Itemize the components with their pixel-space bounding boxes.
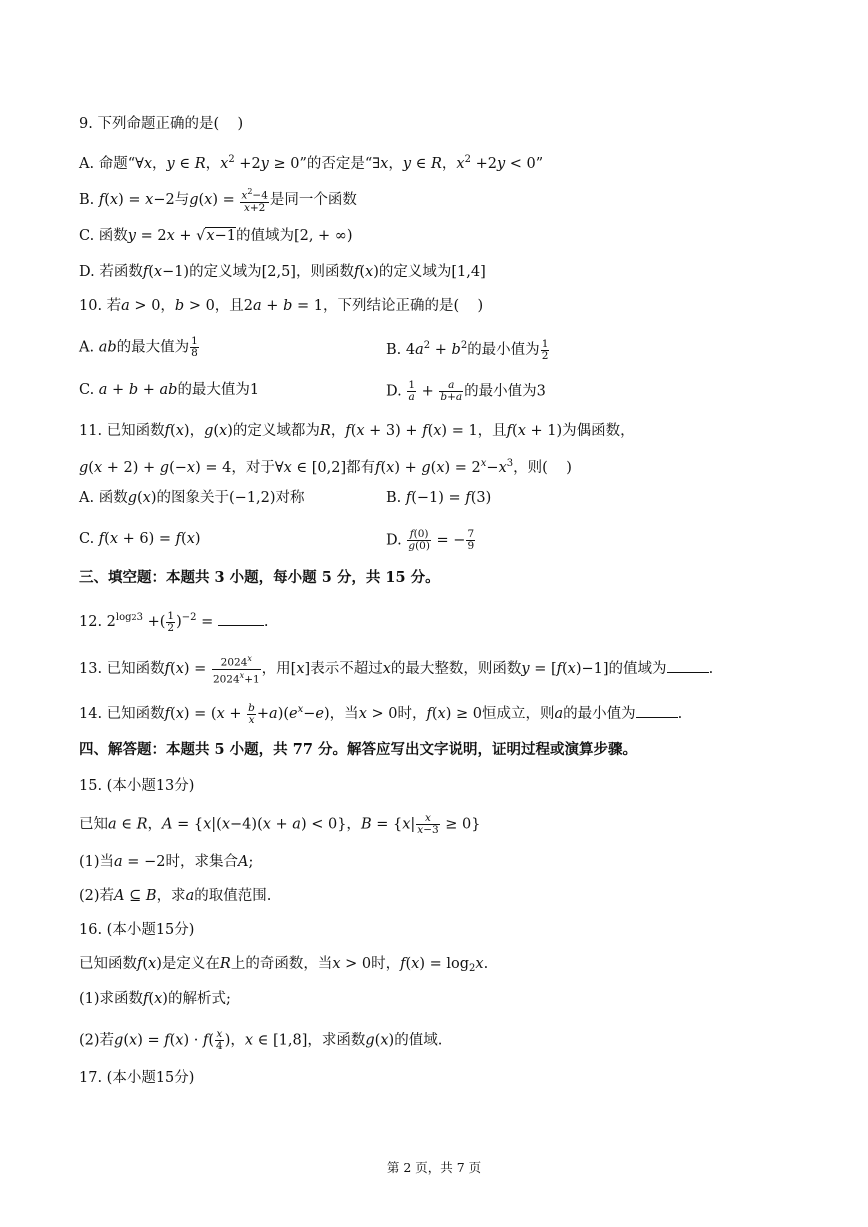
q17-heading: 17. (本小题15分) (79, 1070, 195, 1086)
q16-given: 已知函数f(x)是定义在R上的奇函数，当x > 0时，$f(x) = \log_2x$. (79, 956, 489, 974)
q15-given: 已知a ∈ R，A = {x|(x−4)(x + a) < 0}，B = {x| $\frac{x}{x-3}$ ≥ 0} (79, 812, 481, 836)
q9-option-d: D. 若函数f(x−1)的定义域为[2,5]，则函数f(x)的定义域为[1,4] (79, 264, 486, 280)
page-footer: 第 2 页，共 7 页 (386, 1160, 482, 1175)
q15-part2: (2)若A ⊆ B，求a的取值范围. (79, 888, 272, 904)
q9-stem: 9. 下列命题正确的是( ) (79, 116, 244, 132)
q11-option-d: D. $\frac{f(0)}{g(0)}$ = − $\frac{7}{9}$ (386, 528, 475, 552)
q9-option-c: C. 函数y = 2x + √x−1的值域为[2, + ∞) (79, 228, 353, 244)
q10-option-a: A. ab的最大值为 $\frac{1}{8}$ (79, 335, 198, 359)
q10-option-d: D. $\frac{1}{a}$ + $\frac{a}{b+a}$ 的最小值为3 (386, 379, 546, 403)
q14: 14. 已知函数f(x) = (x + $\frac{b}{x}$ $+a)(e^x-e)$，当x > 0时，f(x) ≥ 0恒成立，则a的最小值为 . (79, 701, 683, 726)
section-4-heading: 四、解答题：本题共 5 小题，共 77 分。解答应写出文字说明，证明过程或演算步骤。 (79, 741, 637, 758)
q10-option-c: C. a + b + ab的最大值为1 (79, 382, 260, 398)
q11-stem-line1: 11. 已知函数f(x)，g(x)的定义域都为R，f(x + 3) + f(x) = 1，且f(x + 1)为偶函数， (79, 423, 635, 439)
q12: 12. $2^{log23}$ +( $\frac{1}{2}$ )$^{-2}$ = . (79, 609, 269, 634)
q9-option-b: B. f(x) = x−2与g(x) = $\frac{x^2-4}{x+2}$ 是同一个函数 (79, 187, 357, 214)
q11-option-a: A. 函数g(x)的图象关于(−1,2)对称 (79, 490, 305, 506)
q10-option-b: B. $4a^2 + b^2$的最小值为 $\frac{1}{2}$ (386, 337, 549, 362)
q11-option-c: C. f(x + 6) = f(x) (79, 531, 201, 547)
q16-part1: (1)求函数f(x)的解析式; (79, 991, 231, 1007)
q16-heading: 16. (本小题15分) (79, 922, 195, 938)
q11-stem-line2: g(x + 2) + g(−x) = 4，对于∀x ∈ [0,2]都有$f(x) + g(x) = 2^x-x^3$，则( ) (79, 458, 572, 476)
q15-heading: 15. (本小题13分) (79, 778, 195, 794)
q10-stem: 10. 若a > 0，b > 0，且2a + b = 1，下列结论正确的是( ) (79, 298, 484, 314)
section-3-heading: 三、填空题：本题共 3 小题，每小题 5 分，共 15 分。 (79, 569, 440, 586)
q9-option-a: A. 命题“∀x，y ∈ R，$x^2 +2y \ge 0$”的否定是“∃x，y ∈ R，$x^2 +2y < 0$” (79, 154, 544, 172)
q15-part1: (1)当a = −2时，求集合A; (79, 854, 254, 870)
q11-option-b: B. f(−1) = f(3) (386, 490, 492, 506)
q13: 13. 已知函数f(x) = $\frac{2024^x}{2024^x+1}$ ，用[x]表示不超过x的最大整数，则函数y = [f(x)−1]的值域为 . (79, 654, 714, 685)
q16-part2: (2)若g(x) = f(x) · f( $\frac{x}{4}$ )，x ∈ [1,8]，求函数g(x)的值域. (79, 1028, 443, 1052)
